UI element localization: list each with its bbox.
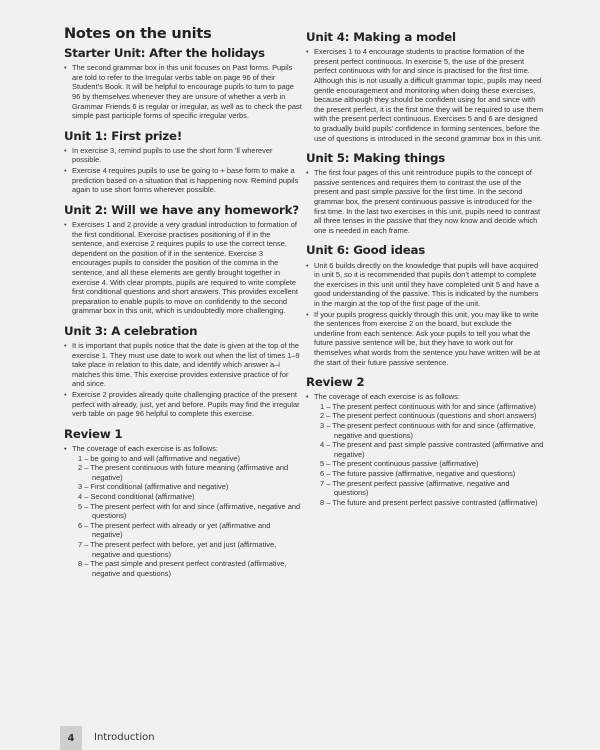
- section-heading: Unit 3: A celebration: [64, 323, 198, 338]
- bullet-paragraph: • Exercises 1 and 2 provide a very gradual introduction to formation of the first conditional. Exercise practises positioning of if in the sentence, and exercise 2 requires pupils to use the correct tense, dependent on the position of if in the sentence. Exercise 3 encourages pupils to consider the position of the comma in the sentence, and all these elements are gently brought together in exercise 4. With clear prompts, pupils are required to write complete first conditional questions and short answers. This provides excellent preparation to enable pupils to move on confidently to the second grammar box in this unit, which is undoubtedly more challenging.: [64, 220, 302, 316]
- bullet-paragraph: • It is important that pupils notice that the date is given at the top of the exercise 1. They must use date to work out when the list of times 1–9 take place in relation to this date, and identify which answer a–i matches this time. This exercise provides extensive practice of for and since.: [64, 341, 302, 389]
- section-heading: Review 2: [306, 375, 365, 390]
- footer-label: Introduction: [94, 732, 155, 743]
- bullet-paragraph: • The second grammar box in this unit focuses on Past forms. Pupils are told to refer to the Irregular verbs table on page 96 of their Student’s Book. It will be helpful to encourage pupils to turn to page 96 by themselves whenever they are unsure of whether a verb in Grammar Friends 6 is regular or irregular, as well as to check the past simple past participle forms of specific irregular verbs.: [64, 63, 302, 121]
- section-unit-1: [64, 129, 302, 195]
- review-item: 1 – The present perfect continuous with for and since (affirmative): [320, 401, 536, 411]
- section-heading: Review 1: [64, 426, 123, 441]
- section-heading: Unit 5: Making things: [306, 151, 446, 166]
- bullet-paragraph: • Exercise 4 requires pupils to use be going to + base form to make a prediction based on a situation that is happening now. Remind pupils again to use short forms wherever possible.: [64, 166, 302, 195]
- section-heading: Unit 2: Will we have any homework?: [64, 202, 299, 217]
- page-number: 4: [60, 726, 82, 750]
- bullet-paragraph: • In exercise 3, remind pupils to use the short form ’ll wherever possible.: [64, 146, 302, 165]
- review-item: 1 – be going to and will (affirmative and negative): [78, 453, 240, 463]
- section-unit-4: [306, 30, 544, 143]
- section-unit-6: [306, 243, 544, 367]
- review-item: 4 – The present and past simple passive contrasted (affirmative and negative): [320, 440, 544, 459]
- review-item: 7 – The present perfect passive (affirmative, negative and questions): [320, 478, 510, 498]
- review-intro: • The coverage of each exercise is as follows:: [64, 444, 302, 454]
- review-item: 5 – The present perfect with for and since (affirmative, negative and questions): [78, 501, 301, 521]
- review-item: 6 – The future passive (affirmative, negative and questions): [320, 469, 516, 478]
- review-item: 6 – The present perfect with already or yet (affirmative and negative): [78, 520, 271, 540]
- section-heading: Unit 6: Good ideas: [306, 243, 426, 258]
- bullet-paragraph: • The first four pages of this unit reintroduce pupils to the concept of passive sentences and requires them to contrast the use of the present and past simple passive for the first time. In the second grammar box, the present continuous passive is introduced for the first time. In the last two exercises in this unit, pupils need to contrast all three tenses in the passive that they now know and decide which one is needed in each frame.: [306, 168, 544, 235]
- bullet-paragraph: • Exercise 2 provides already quite challenging practice of the present perfect with already, just, yet and before. Pupils may find the irregular verb table on page 96 helpful to complete this exercise.: [64, 390, 302, 419]
- review-item: 2 – The present continuous with future meaning (affirmative and negative): [78, 463, 289, 482]
- section-unit-3: [64, 324, 302, 419]
- section-unit-2: [64, 203, 302, 316]
- bullet-paragraph: • Unit 6 builds directly on the knowledge that pupils will have acquired in unit 5, so it is recommended that pupils don’t attempt to complete the exercises in this unit until they have completed unit 5 and have a good understanding of the passive. This is indicated by the numbers in the margin at the top of the first page of the unit.: [306, 261, 544, 309]
- section-heading: Unit 1: First prize!: [64, 128, 183, 143]
- page-footer: [60, 726, 260, 750]
- review-item: 5 – The present continuous passive (affirmative): [320, 459, 479, 469]
- review-item: 3 – The present perfect continuous with for and since (affirmative, negative and questions): [320, 421, 536, 440]
- review-intro: • The coverage of each exercise is as follows:: [306, 392, 544, 402]
- section-heading: Starter Unit: After the holidays: [64, 46, 265, 60]
- page-title: Notes on the units: [64, 26, 212, 42]
- section-review-1: [64, 427, 302, 578]
- review-item: 4 – Second conditional (affirmative): [78, 491, 195, 501]
- review-item: 7 – The present perfect with before, yet and just (affirmative, negative and questions): [78, 539, 277, 559]
- bullet-paragraph: • Exercises 1 to 4 encourage students to practise formation of the present perfect continuous. In exercise 5, the use of the present perfect continuous with for and since is practised for the first time. Although this is not usually a difficult grammar topic, pupils may need gentle encouragement and monitoring when doing these exercises, because although they should be confident using for and since with the present perfect, it is the first time they will be required to use them with the present perfect continuous. Exercises 5 and 6 are designed to gradually build pupils’ confidence in forming sentences, before the use of questions is introduced in the second grammar box in this unit.: [306, 47, 544, 143]
- left-column: [64, 0, 302, 586]
- section-review-2: [306, 375, 544, 507]
- bullet-paragraph: • If your pupils progress quickly through this unit, you may like to write the sentences from exercise 2 on the board, but exclude the underline from each sentence. Ask your pupils to tell you what the future passive sentence will be, but they have to work out for themselves what words from the sentence you have written will be at the start of their future passive sentence.: [306, 310, 544, 368]
- review-item: 8 – The past simple and present perfect contrasted (affirmative, negative and questions): [78, 559, 287, 578]
- review-item: 8 – The future and present perfect passive contrasted (affirmative): [320, 497, 538, 507]
- review-item: 3 – First conditional (affirmative and negative): [78, 482, 229, 492]
- section-unit-5: [306, 151, 544, 235]
- section-starter-unit: [64, 46, 302, 121]
- section-heading: Unit 4: Making a model: [306, 30, 456, 44]
- review-item: 2 – The present perfect continuous (questions and short answers): [320, 411, 537, 421]
- right-column: [306, 0, 544, 515]
